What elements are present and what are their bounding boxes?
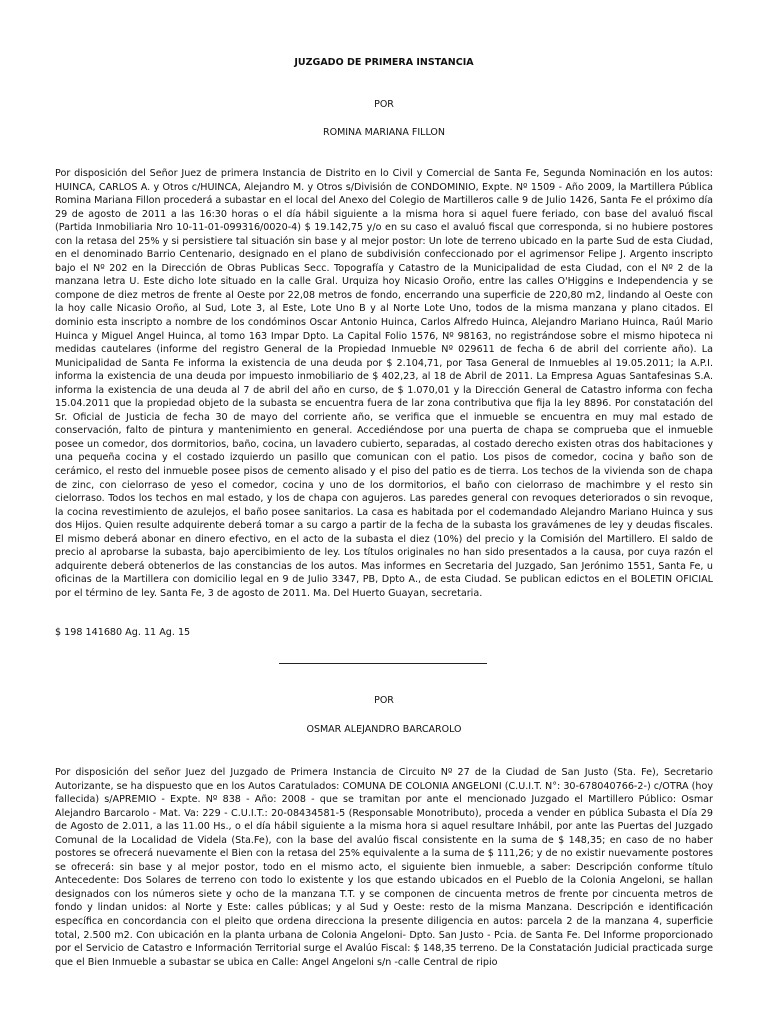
notice2-body: Por disposición del señor Juez del Juzgado de Primera Instancia de Circuito Nº 27 de la Ciudad de San Justo (Sta. Fe), Secretario Autorizante, se ha dispuesto que en los Autos Caratulados: COMUNA DE COLONIA ANGELONI (C.U.I.T. N°: 30-678040766-2-) c/OTRA (hoy fallecida) s/APREMIO - Expte. Nº 838 - Año: 2008 - que se tramitan por ante el mencionado Juzgado el Martillero Público: Osmar Alejandro Barcarolo - Mat. Va: 229 - C.U.I.T.: 20-08434581-5 (Responsable Monotributo), proceda a vender en pública Subasta el Día 29 de Agosto de 2.011, a las 11.00 Hs., o el día hábil siguiente a la misma hora si aquel resultare Inhábil, por ante las Puertas del Juzgado Comunal de la Localidad de Videla (Sta.Fe), con la base del avalúo fiscal consistente en la suma de $ 148,35; en caso de no haber postores se ofrecerá nuevamente el Bien con la retasa del 25% equivalente a la suma de $ 111,26; y de no existir nuevamente postores se ofrecerá: sin base y al mejor postor, todo en el mismo acto, el siguiente bien inmueble, a saber: Descripción conforme título Antecedente: Dos Solares de terreno con todo lo existente y los que estando ubicados en el Pueblo de la Colonia Angeloni, se hallan designados con los números siete y ocho de la manzana T.T. y se componen de cincuenta metros de frente por cincuenta metros de fondo y lindan unidos: al Norte y Este: calles públicas; y al Sud y Oeste: resto de la misma Manzana. Descripción e identificación específica en concordancia con el pleito que ordena direcciona la presente diligencia en autos: parcela 2 de la manzana 4, superficie total, 2.500 m2. Con ubicación en la planta urbana de Colonia Angeloni- Dpto. San Justo - Pcia. de Santa Fe. Del Informe proporcionado por el Servicio de Catastro e Información Territorial surge el Avalúo Fiscal: $ 148,35 terreno. De la Constatación Judicial practicada surge que el Bien Inmueble a subastar se ubica en Calle: Angel Angeloni s/n -calle Central de ripio	[55, 767, 713, 968]
separator-line	[279, 663, 487, 664]
notice1-auctioneer-name: ROMINA MARIANA FILLON	[322, 127, 446, 138]
notice1-footer: $ 198 141680 Ag. 11 Ag. 15	[55, 627, 191, 638]
notice2-auctioneer-name: OSMAR ALEJANDRO BARCAROLO	[306, 724, 462, 735]
court-heading: JUZGADO DE PRIMERA INSTANCIA	[294, 57, 474, 68]
notice1-body: Por disposición del Señor Juez de primera Instancia de Distrito en lo Civil y Comercial de Santa Fe, Segunda Nominación en los autos: HUINCA, CARLOS A. y Otros c/HUINCA, Alejandro M. y Otros s/División de CONDOMINIO, Expte. Nº 1509 - Año 2009, la Martillera Pública Romina Mariana Fillon procederá a subastar en el local del Anexo del Colegio de Martilleros calle 9 de Julio 1426, Santa Fe el próximo día 29 de agosto de 2011 a las 16:30 horas o el día hábil siguiente a la misma hora si aquel fuere feriado, con base del avaluó fiscal (Partida Inmobiliaria Nro 10-11-01-099316/0020-4) $ 19.142,75 y/o en su caso el avaluó fiscal que corresponda, si no hubiere postores con la retasa del 25% y si persistiere tal situación sin base y al mejor postor: Un lote de terreno ubicado en la parte Sud de esta Ciudad, en el denominado Barrio Centenario, designado en el plano de subdivisión confeccionado por el agrimensor Felipe J. Argento inscripto bajo el Nº 202 en la Dirección de Obras Publicas Secc. Topografía y Catastro de la Municipalidad de esta Ciudad, con el Nº 2 de la manzana letra U. Este dicho lote situado en la calle Gral. Urquiza hoy Nicasio Oroño, entre las calles O'Higgins e Independencia y se compone de diez metros de frente al Oeste por 22,08 metros de fondo, encerrando una superficie de 220,80 m2, lindando al Oeste con la hoy calle Nicasio Oroño, al Sud, Lote 3, al Este, Lote Uno B y al Norte Lote Uno, todos de la misma manzana y plano citados. El dominio esta inscripto a nombre de los condóminos Oscar Antonio Huinca, Carlos Alfredo Huinca, Alejandro Mariano Huinca, Raúl Mario Huinca y Miguel Angel Huinca, al tomo 163 Impar Dpto. La Capital Folio 1576, Nº 98163, no registrándose sobre el mismo hipoteca ni medidas cautelares (informe del registro General de la Propiedad Inmueble Nº 029611 de fecha 6 de abril del corriente año). La Municipalidad de Santa Fe informa la existencia de una deuda por $ 2.104,71, por Tasa General de Inmuebles al 19.05.2011; la A.P.I. informa la existencia de una deuda por impuesto inmobiliario de $ 402,23, al 18 de Abril de 2011. La Empresa Aguas Santafesinas S.A. informa la existencia de una deuda al 7 de abril del año en curso, de $ 1.070,01 y la Dirección General de Catastro informa con fecha 15.04.2011 que la propiedad objeto de la subasta se encuentra fuera de lar zona contributiva que fija la ley 8896. Por constatación del Sr. Oficial de Justicia de fecha 30 de mayo del corriente año, se verifica que el inmueble se encuentra en muy mal estado de conservación, falto de pintura y mantenimiento en general. Accediéndose por una puerta de chapa se comprueba que el inmueble posee un comedor, dos dormitorios, baño, cocina, un lavadero cubierto, separadas, al costado derecho existen otras dos habitaciones y una pequeña cocina y el costado izquierdo un pasillo que comunican con el patio. Los pisos de comedor, cocina y baño son de cerámico, el resto del inmueble posee pisos de cemento alisado y el piso del patio es de tierra. Los techos de la vivienda son de chapa de zinc, con cielorraso de yeso el comedor, cocina y uno de los dormitorios, el baño con cielorraso de machimbre y el resto sin cielorraso. Todos los techos en mal estado, y los de chapa con agujeros. Las paredes general con revoques deteriorados o sin revoque, la cocina revestimiento de azulejos, el baño posee sanitarios. La casa es habitada por el codemandado Alejandro Mariano Huinca y sus dos Hijos. Quien resulte adquirente deberá tomar a su cargo a partir de la fecha de la subasta los gravámenes de ley y deudas fiscales. El mismo deberá abonar en dinero efectivo, en el acto de la subasta el diez (10%) del precio y la Comisión del Martillero. El saldo de precio al aprobarse la subasta, bajo apercibimiento de ley. Los títulos originales no han sido presentados a la causa, por cuya razón el adquirente deberá obtenerlos de las constancias de los autos. Mas informes en Secretaria del Juzgado, San Jerónimo 1551, Santa Fe, u oficinas de la Martillera con domicilio legal en 9 de Julio 3347, PB, Dpto A., de esta Ciudad. Se publican edictos en el BOLETIN OFICIAL por el término de ley. Santa Fe, 3 de agosto de 2011. Ma. Del Huerto Guayan, secretaria.	[55, 168, 713, 599]
notice1-por: POR	[374, 99, 394, 110]
notice2-por: POR	[374, 695, 394, 706]
